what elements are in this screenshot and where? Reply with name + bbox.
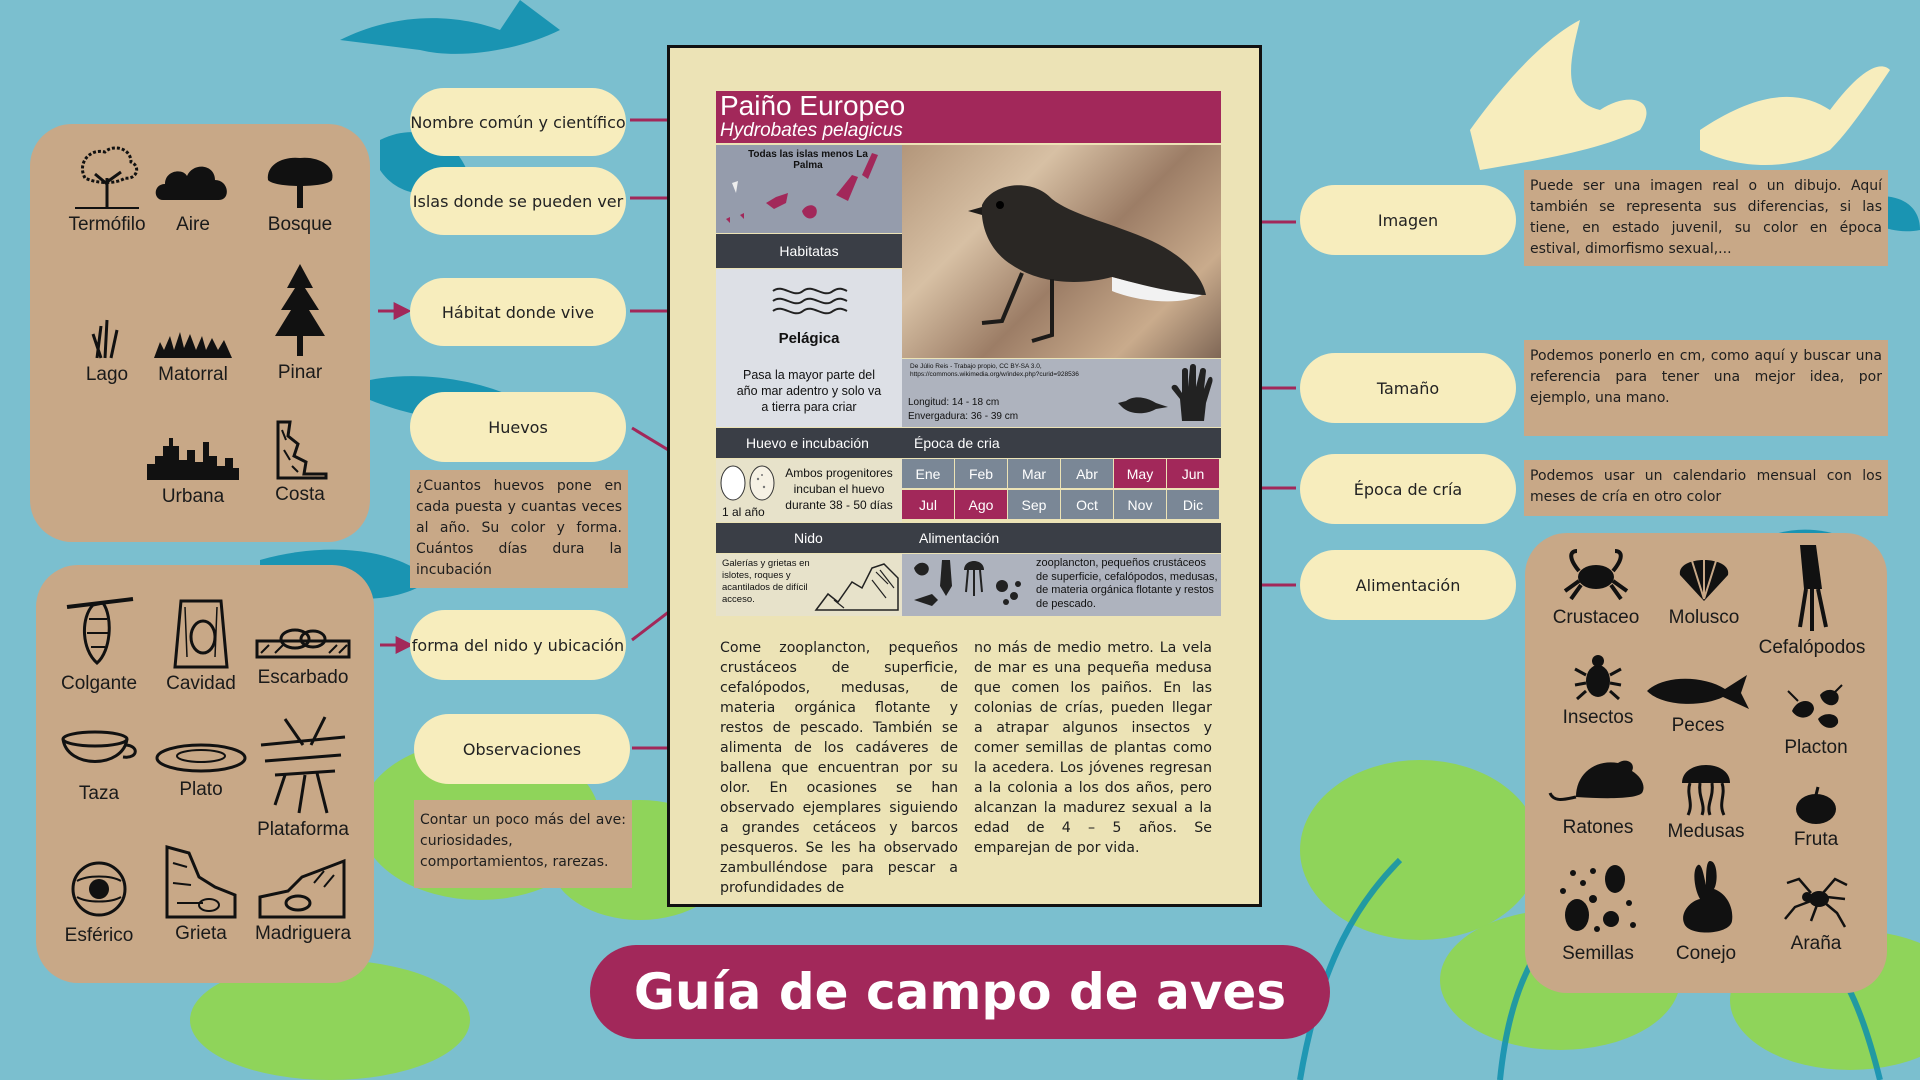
size-wingspan: Envergadura: 36 - 39 cm bbox=[908, 411, 1019, 422]
hand-icon bbox=[1170, 363, 1214, 423]
habitat-desc: Pasa la mayor parte del año mar adentro y solo va a tierra para criar bbox=[736, 368, 882, 414]
breeding-calendar bbox=[902, 459, 1221, 522]
observations-text-col1: Come zooplancton, pequeños crustáceos de superficie, cefalópodos, medusas, de materia orgánica flotante y restos de pescado. También se alimenta de los cadáveres de ballena que encuentran por su olor. En ocasiones se han observado ejemplares siguiendo a grandes cetáceos y barcos pesqueros. Se les ha observado zambulléndose para pescar a profundidades de bbox=[720, 640, 958, 896]
islands-text: Todas las islas menos La Palma bbox=[748, 149, 868, 171]
habitat-label: Aire bbox=[176, 214, 210, 235]
food-items-icon bbox=[906, 556, 1036, 614]
food-label: Peces bbox=[1671, 715, 1725, 736]
label-observaciones: Observaciones bbox=[414, 714, 630, 784]
food-label: Insectos bbox=[1562, 707, 1634, 728]
nest-label: Plato bbox=[179, 779, 223, 800]
label-nombre: Nombre común y científico bbox=[410, 88, 626, 156]
habitat-label: Urbana bbox=[161, 486, 225, 507]
calendar-month: Sep bbox=[1008, 490, 1061, 520]
size-length: Longitud: 14 - 18 cm bbox=[908, 397, 1000, 408]
food-label: Placton bbox=[1784, 737, 1848, 758]
food-label: Cefalópodos bbox=[1758, 637, 1866, 658]
label-tamano: Tamaño bbox=[1300, 353, 1516, 423]
calendar-month: Jun bbox=[1167, 459, 1220, 489]
habitat-box bbox=[716, 269, 902, 427]
photo-credit: De Júlio Reis - Trabajo propio, CC BY-SA 3.0, https://commons.wikimedia.org/w/index.php?curid=928536 bbox=[910, 363, 1079, 378]
nest-header: Nido bbox=[794, 530, 823, 546]
habitat-label: Matorral bbox=[158, 364, 228, 385]
calendar-month: Nov bbox=[1114, 490, 1167, 520]
waves-icon bbox=[769, 283, 849, 319]
calendar-month: Oct bbox=[1061, 490, 1114, 520]
nest-label: Madriguera bbox=[254, 923, 352, 944]
habitat-name: Pelágica bbox=[778, 330, 840, 347]
food-label: Crustaceo bbox=[1552, 607, 1640, 628]
islands-map bbox=[716, 145, 902, 233]
food-label: Medusas bbox=[1667, 821, 1745, 842]
nest-box bbox=[716, 554, 902, 616]
label-huevos: Huevos bbox=[410, 392, 626, 462]
calendar-month: Dic bbox=[1167, 490, 1220, 520]
calendar-month: May bbox=[1114, 459, 1167, 489]
nest-label: Taza bbox=[78, 783, 120, 804]
eggs-count: 1 al año bbox=[722, 505, 765, 519]
nest-label: Colgante bbox=[60, 673, 138, 694]
food-desc: zooplancton, pequeños crustáceos de superficie, cefalópodos, medusas, de materia orgánica flotante y restos de pescado. bbox=[1036, 557, 1218, 610]
calendar-month: Abr bbox=[1061, 459, 1114, 489]
eggs-desc: Ambos progenitores incuban el huevo durante 38 - 50 días bbox=[785, 466, 893, 512]
species-title-band bbox=[716, 91, 1221, 143]
nest-label: Grieta bbox=[175, 923, 227, 944]
habitat-label: Pinar bbox=[277, 362, 323, 383]
eggs-box bbox=[716, 459, 902, 522]
habitat-header: Habitatas bbox=[716, 234, 902, 268]
note-observaciones: Contar un poco más del ave: curiosidades, comportamientos, rarezas. bbox=[414, 800, 632, 888]
bird-photo bbox=[902, 145, 1221, 358]
nest-label: Esférico bbox=[64, 925, 134, 946]
nest-label: Cavidad bbox=[166, 673, 236, 694]
season-header: Época de cria bbox=[914, 435, 1000, 451]
note-huevos: ¿Cuantos huevos pone en cada puesta y cuantas veces al año. Su color y forma. Cuántos días dura la incubación bbox=[410, 470, 628, 588]
calendar-month: Ago bbox=[955, 490, 1008, 520]
canary-islands-map-icon bbox=[716, 145, 902, 233]
food-box bbox=[902, 554, 1221, 616]
note-tamano: Podemos ponerlo en cm, como aquí y buscar una referencia para tener una mejor idea, por ejemplo, una mano. bbox=[1524, 340, 1888, 436]
scientific-name: Hydrobates pelagicus bbox=[720, 120, 903, 141]
nest-label: Plataforma bbox=[257, 819, 349, 840]
label-alimentacion: Alimentación bbox=[1300, 550, 1516, 620]
species-card bbox=[667, 45, 1262, 907]
note-imagen: Puede ser una imagen real o un dibujo. Aquí también se representa sus diferencias, si las tiene, en estado juvenil, su color en época estival, dimorfismo sexual,... bbox=[1524, 170, 1888, 266]
label-epoca: Época de cría bbox=[1300, 454, 1516, 524]
note-epoca: Podemos usar un calendario mensual con los meses de cría en otro color bbox=[1524, 460, 1888, 516]
eggs-icon bbox=[718, 461, 778, 505]
habitat-label: Termófilo bbox=[68, 214, 146, 235]
habitat-label: Bosque bbox=[267, 214, 333, 235]
calendar-month: Feb bbox=[955, 459, 1008, 489]
label-islas: Islas donde se pueden ver bbox=[410, 167, 626, 235]
calendar-month: Jul bbox=[902, 490, 955, 520]
food-label: Fruta bbox=[1793, 829, 1839, 850]
size-box bbox=[902, 359, 1221, 427]
storm-petrel-photo-icon bbox=[902, 145, 1221, 358]
label-nido: forma del nido y ubicación bbox=[410, 610, 626, 680]
food-label: Conejo bbox=[1675, 943, 1737, 964]
common-name: Paiño Europeo bbox=[720, 90, 906, 121]
habitat-label: Lago bbox=[85, 364, 129, 385]
eggs-season-header bbox=[716, 428, 1221, 458]
cliff-nest-icon bbox=[814, 558, 900, 612]
bird-silhouette-icon bbox=[1116, 393, 1170, 417]
food-label: Araña bbox=[1790, 933, 1842, 954]
nest-desc: Galerías y grietas en islotes, roques y acantilados de difícil acceso. bbox=[722, 558, 810, 605]
label-habitat: Hábitat donde vive bbox=[410, 278, 626, 346]
habitat-label: Costa bbox=[275, 484, 325, 505]
eggs-header: Huevo e incubación bbox=[746, 435, 869, 451]
food-header: Alimentación bbox=[919, 530, 1000, 546]
main-title: Guía de campo de aves bbox=[590, 945, 1330, 1039]
nest-food-header bbox=[716, 523, 1221, 553]
calendar-month: Ene bbox=[902, 459, 955, 489]
food-label: Ratones bbox=[1562, 817, 1634, 838]
food-label: Molusco bbox=[1668, 607, 1740, 628]
observations-text-col2: no más de medio metro. La vela de mar es una pequeña medusa que comen los paiños. En las colonias de crías, pueden llegar a atrapar algunos insectos y comer semillas de plantas como la acedera. Los jóvenes regresan a la colonia a los dos años, pero alcanzan la madurez sexual a la edad de 4 – 5 años. Se emparejan de por vida. bbox=[974, 640, 1212, 856]
food-label: Semillas bbox=[1562, 943, 1634, 964]
nest-label: Escarbado bbox=[257, 667, 349, 688]
calendar-month: Mar bbox=[1008, 459, 1061, 489]
label-imagen: Imagen bbox=[1300, 185, 1516, 255]
